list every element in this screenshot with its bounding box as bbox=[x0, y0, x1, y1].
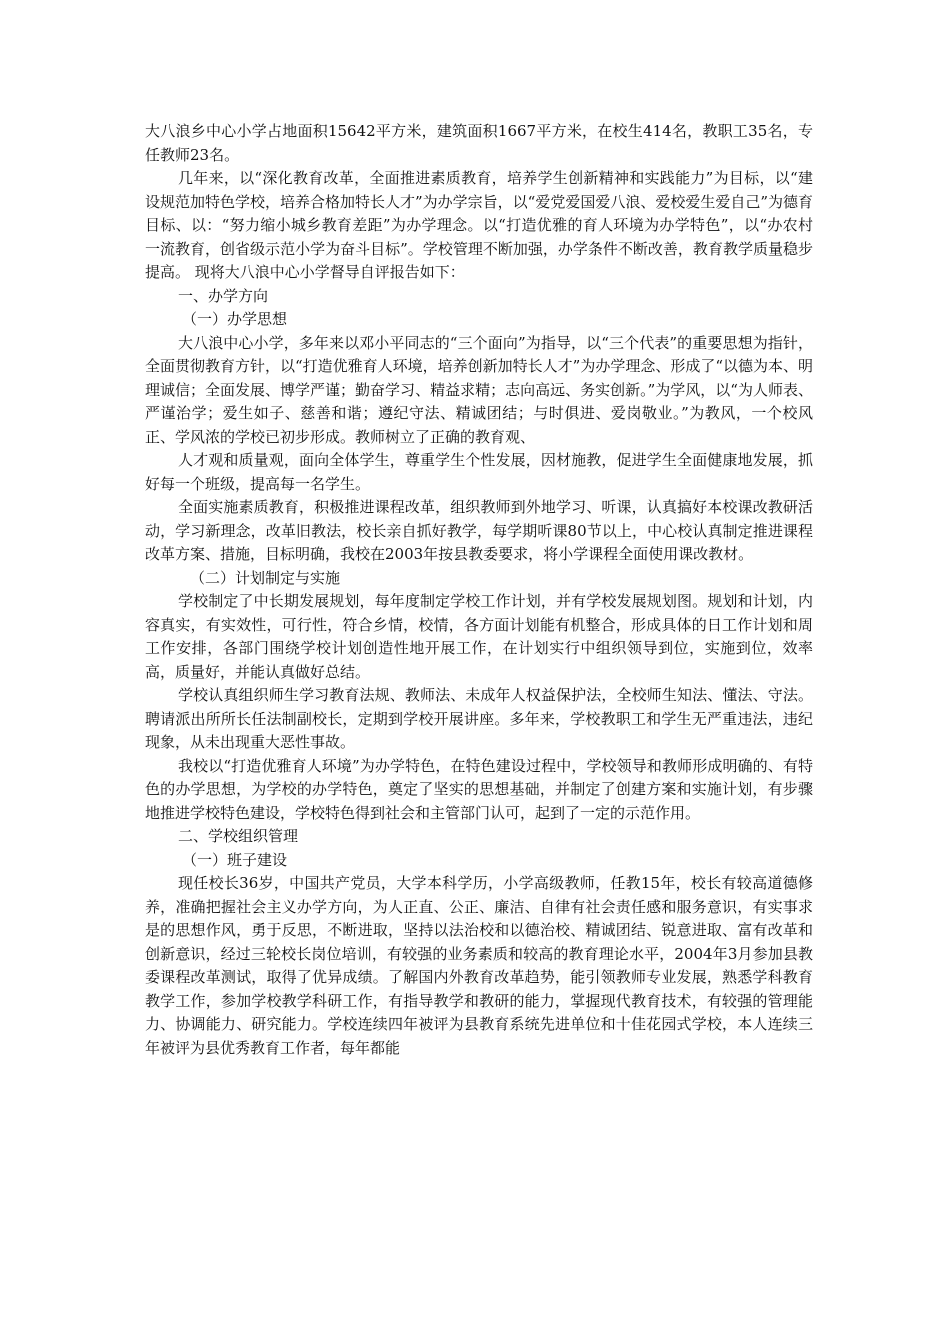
section-heading-1: 一、办学方向 bbox=[178, 286, 269, 305]
paragraph-legal: 学校认真组织师生学习教育法规、教师法、未成年人权益保护法，全校师生知法、懂法、守法。聘请派出所所长任法制副校长，定期到学校开展讲座。多年来，学校教职工和学生无严重违法，违纪现象，从未出现重大恶性事故。 bbox=[145, 686, 813, 751]
paragraph-quality-education: 全面实施素质教育，积极推进课程改革，组织教师到外地学习、听课，认真搞好本校课改教研活动，学习新理念，改革旧教法，校长亲自抓好教学，每学期听课80节以上，中心校认真制定推进课程改革方案、措施，目标明确，我校在2003年按县教委要求，将小学课程全面使用课改教材。 bbox=[145, 498, 813, 563]
subsection-heading-1-1: （一）办学思想 bbox=[182, 310, 288, 328]
paragraph-planning: 学校制定了中长期发展规划，每年度制定学校工作计划，并有学校发展规划图。规划和计划，内容真实，有实效性，可行性，符合乡情，校情，各方面计划能有机整合，形成具体的日工作计划和周工作安排，各部门围绕学校计划创造性地开展工作，在计划实行中组织领导到位，实施到位，效率高，质量好，并能认真做好总结。 bbox=[145, 592, 813, 681]
subsection-heading-1-2: （二）计划制定与实施 bbox=[190, 568, 341, 587]
document-page bbox=[145, 120, 813, 1060]
paragraph-feature: 我校以“打造优雅育人环境”为办学特色，在特色建设过程中，学校领导和教师形成明确的、有特色的办学思想，为学校的办学特色，奠定了坚实的思想基础，并制定了创建方案和实施计划，有步骤地推进学校特色建设，学校特色得到社会和主管部门认可，起到了一定的示范作用。 bbox=[145, 756, 813, 822]
paragraph-leadership: 现任校长36岁，中国共产党员，大学本科学历，小学高级教师，任教15年，校长有较高道德修养，准确把握社会主义办学方向，为人正直、公正、廉洁、自律有社会责任感和服务意识，有实事求是的思想作风，勇于反思，不断进取，坚持以法治校和以德治校、精诚团结、锐意进取、富有改革和创新意识，经过三轮校长岗位培训，有较强的业务素质和较高的教育理论水平，2004年3月参加县教委课程改革测试，取得了优异成绩。了解国内外教育改革趋势，能引领教师专业发展，熟悉学科教育教学工作，参加学校教学科研工作，有指导教学和教研的能力，掌握现代教育技术，有较强的管理能力、协调能力、研究能力。学校连续四年被评为县教育系统先进单位和十佳花园式学校，本人连续三年被评为县优秀教育工作者，每年都能 bbox=[145, 874, 813, 1057]
section-heading-2: 二、学校组织管理 bbox=[178, 827, 299, 845]
paragraph-talent-view: 人才观和质量观，面向全体学生，尊重学生个性发展，因材施教，促进学生全面健康地发展，抓好每一个班级，提高每一名学生。 bbox=[145, 451, 813, 493]
subsection-heading-2-1: （一）班子建设 bbox=[182, 850, 288, 869]
paragraph-goals: 几年来，以“深化教育改革，全面推进素质教育，培养学生创新精神和实践能力”为目标，以“建设规范加特色学校，培养合格加特长人才”为办学宗旨，以“爱党爱国爱八浪、爱校爱生爱自己”为德育目标、以：“努力缩小城乡教育差距”为办学理念。以“打造优雅的育人环境为办学特色”，以“办农村一流教育，创省级示范小学为奋斗目标”。学校管理不断加强，办学条件不断改善，教育教学质量稳步提高。 现将大八浪中心小学督导自评报告如下： bbox=[145, 169, 814, 281]
paragraph-intro: 大八浪乡中心小学占地面积15642平方米，建筑面积1667平方米，在校生414名，教职工35名，专任教师23名。 bbox=[145, 122, 813, 164]
paragraph-philosophy: 大八浪中心小学，多年来以邓小平同志的“三个面向”为指导，以“三个代表”的重要思想为指针，全面贯彻教育方针，以“打造优雅育人环境，培养创新加特长人才”为办学理念、形成了“以德为本、明理诚信；全面发展、博学严谨；勤奋学习、精益求精；志向高远、务实创新。”为学风，以“为人师表、严谨治学；爱生如子、慈善和谐；遵纪守法、精诚团结；与时俱进、爱岗敬业。”为教风，一个校风正、学风浓的学校已初步形成。教师树立了正确的教育观、 bbox=[145, 333, 814, 446]
